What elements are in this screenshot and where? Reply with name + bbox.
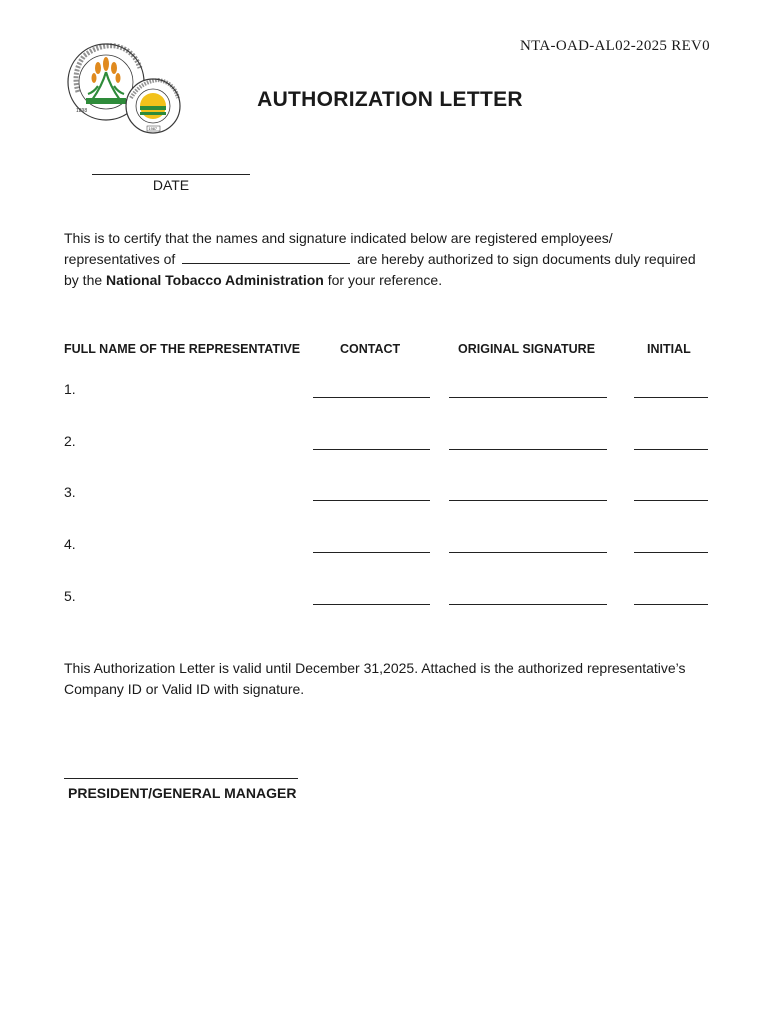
column-header-initial: INITIAL: [647, 342, 691, 356]
intro-text-part2: are hereby authorized to sign documents duly required by the: [64, 251, 696, 288]
column-header-signature: ORIGINAL SIGNATURE: [458, 342, 596, 356]
initial-fill-line-2[interactable]: [634, 449, 708, 450]
page-title: AUTHORIZATION LETTER: [257, 88, 523, 111]
column-header-full-name: FULL NAME OF THE REPRESENTATIVE: [64, 342, 301, 356]
document-code: NTA-OAD-AL02-2025 REV0: [520, 38, 710, 54]
signature-fill-line-5[interactable]: [449, 604, 607, 605]
signature-fill-line-3[interactable]: [449, 500, 607, 501]
contact-fill-line-2[interactable]: [313, 449, 430, 450]
signature-fill-line-4[interactable]: [449, 552, 607, 553]
signatory-fill-line[interactable]: [64, 778, 298, 779]
column-header-contact: CONTACT: [340, 342, 401, 356]
date-fill-line[interactable]: [92, 160, 250, 175]
svg-text:1987: 1987: [148, 127, 157, 131]
row-number-3: 3.: [64, 484, 76, 500]
row-number-2: 2.: [64, 433, 76, 449]
organization-name: National Tobacco Administration: [106, 272, 324, 288]
row-number-4: 4.: [64, 536, 76, 552]
contact-fill-line-5[interactable]: [313, 604, 430, 605]
intro-text-part3: for your reference.: [327, 272, 443, 288]
initial-fill-line-1[interactable]: [634, 397, 708, 398]
signatory-label: PRESIDENT/GENERAL MANAGER: [68, 785, 297, 801]
intro-text-part1: This is to certify that the names and signature indicated below are registered employees/ representatives of: [64, 230, 613, 267]
contact-fill-line-3[interactable]: [313, 500, 430, 501]
row-number-5: 5.: [64, 588, 76, 604]
contact-fill-line-4[interactable]: [313, 552, 430, 553]
signature-fill-line-2[interactable]: [449, 449, 607, 450]
contact-fill-line-1[interactable]: [313, 397, 430, 398]
initial-fill-line-3[interactable]: [634, 500, 708, 501]
initial-fill-line-5[interactable]: [634, 604, 708, 605]
signature-fill-line-1[interactable]: [449, 397, 607, 398]
row-number-1: 1.: [64, 381, 76, 397]
certification-paragraph: [64, 228, 704, 291]
svg-text:1898: 1898: [76, 108, 88, 114]
initial-fill-line-4[interactable]: [634, 552, 708, 553]
validity-paragraph: This Authorization Letter is valid until December 31,2025. Attached is the authorized representative’s Company ID or Valid ID with signature.: [64, 660, 686, 697]
company-fill-line[interactable]: [182, 250, 350, 264]
date-label: DATE: [152, 177, 190, 193]
